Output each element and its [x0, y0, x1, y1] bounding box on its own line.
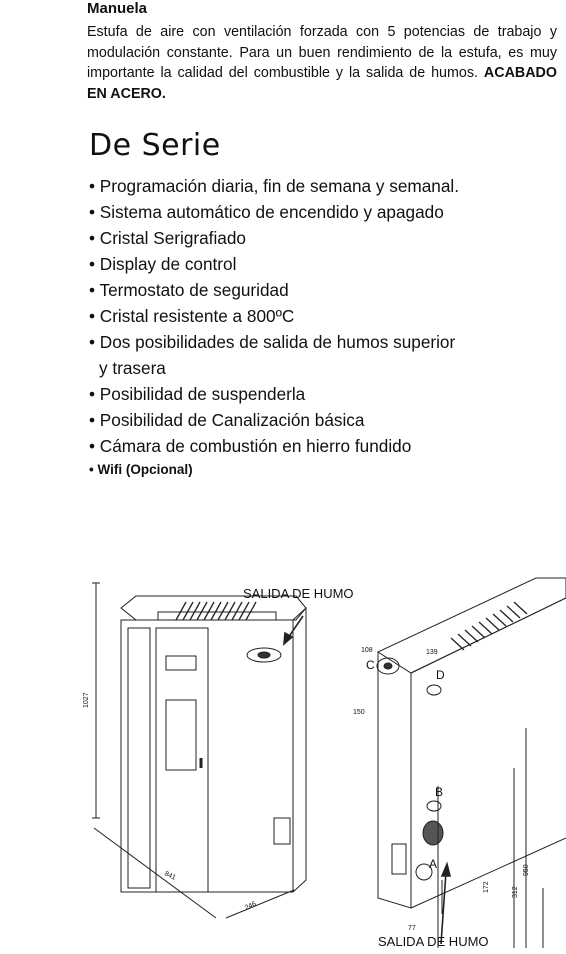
feature-item: • Programación diaria, fin de semana y semanal. [89, 176, 460, 196]
feature-list [89, 173, 559, 481]
outlet-letter-d: D [436, 668, 445, 682]
outlet-letter-b: B [435, 785, 444, 799]
feature-item: • Termostato de seguridad [89, 280, 289, 300]
outlet-letter-c: C [366, 658, 375, 672]
feature-item-continuation: y trasera [99, 358, 166, 378]
feature-item: • Display de control [89, 254, 237, 274]
section-title: De Serie [89, 128, 221, 163]
feature-item: • Posibilidad de suspenderla [89, 384, 306, 404]
smoke-outlet-label-top: SALIDA DE HUMO [243, 586, 354, 601]
dim-108: 108 [361, 647, 373, 654]
feature-item: • Posibilidad de Canalización básica [89, 410, 365, 430]
product-description [87, 22, 557, 104]
dim-77: 77 [408, 925, 416, 932]
dim-172: 172 [483, 881, 490, 893]
feature-item: • Dos posibilidades de salida de humos superior [89, 332, 456, 352]
stove-diagram [66, 568, 566, 954]
dim-139: 139 [426, 649, 438, 656]
finish-text: ACABADO EN ACERO. [87, 65, 557, 102]
dim-312: 312 [512, 886, 519, 898]
dim-depth: 246 [243, 900, 258, 912]
feature-item-optional: • Wifi (Opcional) [89, 462, 193, 477]
dim-150: 150 [353, 709, 365, 716]
dim-height: 1027 [83, 692, 90, 708]
dim-950: 950 [523, 864, 530, 876]
feature-item: • Cristal resistente a 800ºC [89, 306, 295, 326]
stove-rear-view [377, 578, 566, 948]
product-name: Manuela [87, 0, 148, 17]
outlet-letter-a: A [429, 857, 438, 871]
description-text: Estufa de aire con ventilación forzada con 5 potencias de trabajo y modulación constante. Para un buen rendimiento de la estufa, es muy importante la calidad del combustible y la salida de humos. [87, 24, 557, 81]
stove-front-view [92, 583, 306, 918]
dim-width: 841 [163, 870, 177, 882]
smoke-outlet-label-bottom: SALIDA DE HUMO [378, 934, 489, 949]
feature-item: • Cristal Serigrafiado [89, 228, 246, 248]
stove-drawing [66, 568, 566, 954]
feature-item: • Cámara de combustión en hierro fundido [89, 436, 412, 456]
feature-item: • Sistema automático de encendido y apagado [89, 202, 444, 222]
